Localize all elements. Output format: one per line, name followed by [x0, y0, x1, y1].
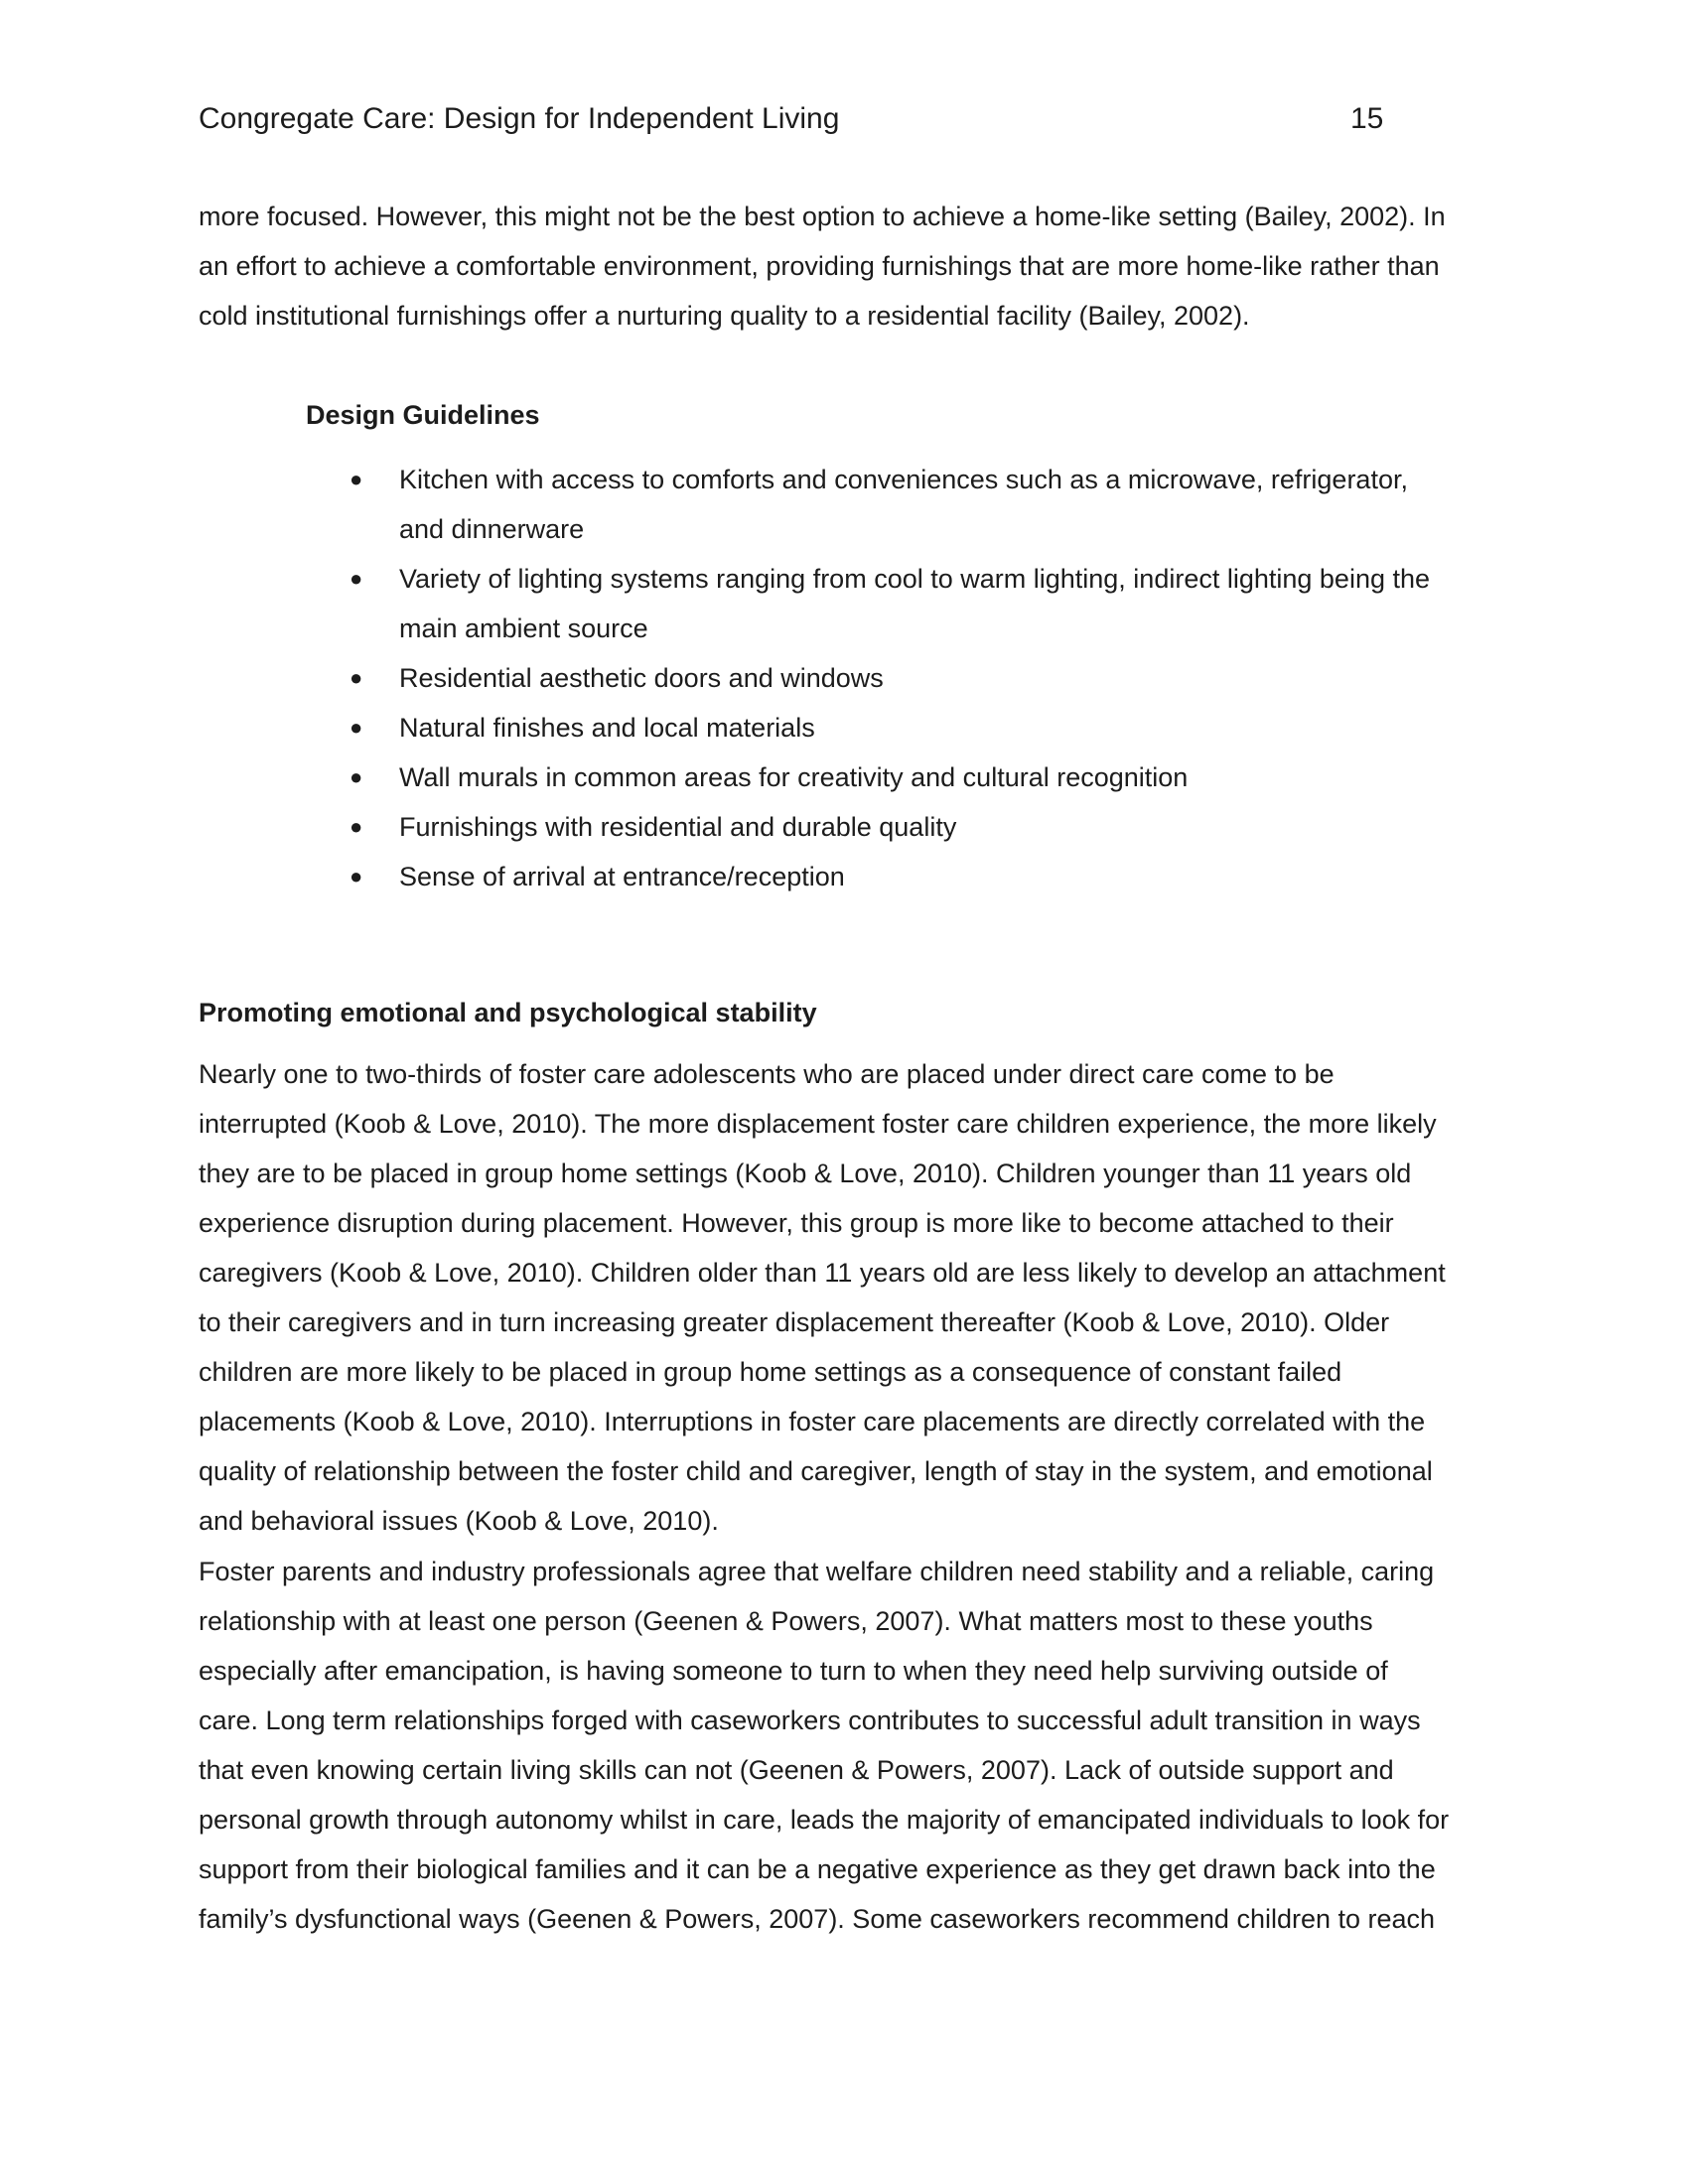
- paragraph-line: they are to be placed in group home settings (Koob & Love, 2010). Children younger than 11 years old: [199, 1159, 1412, 1188]
- bullet-icon: ●: [350, 864, 363, 888]
- paragraph-line: especially after emancipation, is having someone to turn to when they need help surviving outside of: [199, 1656, 1388, 1686]
- stability-section-heading: Promoting emotional and psychological stability: [199, 998, 817, 1027]
- list-item-line: Residential aesthetic doors and windows: [399, 663, 884, 693]
- paragraph-line: children are more likely to be placed in group home settings as a consequence of constant failed: [199, 1357, 1342, 1387]
- paragraph-line: Foster parents and industry professionals agree that welfare children need stability and a reliable, caring: [199, 1557, 1435, 1586]
- paragraph-line: and behavioral issues (Koob & Love, 2010).: [199, 1506, 719, 1536]
- list-item-line: Natural finishes and local materials: [399, 713, 815, 743]
- list-item: [350, 554, 1491, 653]
- bullet-icon: ●: [350, 764, 363, 789]
- list-item-line: Sense of arrival at entrance/reception: [399, 862, 845, 891]
- list-item-line: Wall murals in common areas for creativity and cultural recognition: [399, 762, 1189, 792]
- bullet-icon: ●: [350, 665, 363, 690]
- paragraph-line: to their caregivers and in turn increasing greater displacement thereafter (Koob & Love, 2010). Older: [199, 1307, 1390, 1337]
- list-item: [350, 455, 1491, 554]
- design-guidelines-list: [350, 455, 1491, 901]
- list-item-line: Furnishings with residential and durable quality: [399, 812, 957, 842]
- bullet-icon: ●: [350, 814, 363, 839]
- paragraph-line: interrupted (Koob & Love, 2010). The more displacement foster care children experience, the more likely: [199, 1109, 1437, 1139]
- list-item: [350, 752, 1491, 802]
- list-item: [350, 653, 1491, 703]
- stability-paragraph-2: [199, 1547, 1489, 1944]
- running-head: [199, 99, 1384, 139]
- list-item-line: Kitchen with access to comforts and conveniences such as a microwave, refrigerator,: [399, 465, 1408, 494]
- list-item-line: main ambient source: [399, 614, 648, 643]
- paragraph-line: more focused. However, this might not be the best option to achieve a home-like setting (Bailey, 2002). In: [199, 202, 1446, 231]
- paragraph-line: quality of relationship between the foster child and caregiver, length of stay in the system, and emotional: [199, 1456, 1433, 1486]
- paragraph-line: care. Long term relationships forged with caseworkers contributes to successful adult transition in ways: [199, 1706, 1421, 1735]
- paragraph-line: relationship with at least one person (Geenen & Powers, 2007). What matters most to these youths: [199, 1606, 1373, 1636]
- bullet-icon: ●: [350, 715, 363, 740]
- paragraph-line: support from their biological families and it can be a negative experience as they get drawn back into the: [199, 1854, 1436, 1884]
- paragraph-line: Nearly one to two-thirds of foster care adolescents who are placed under direct care come to be: [199, 1059, 1335, 1089]
- stability-paragraph-1: [199, 1049, 1489, 1546]
- paragraph-line: an effort to achieve a comfortable environment, providing furnishings that are more home-like rather than: [199, 251, 1440, 281]
- design-guidelines-heading: Design Guidelines: [306, 400, 540, 430]
- list-item: [350, 852, 1491, 901]
- bullet-icon: ●: [350, 566, 363, 591]
- paragraph-line: personal growth through autonomy whilst in care, leads the majority of emancipated individuals to look for: [199, 1805, 1450, 1835]
- paragraph-line: that even knowing certain living skills can not (Geenen & Powers, 2007). Lack of outside support and: [199, 1755, 1394, 1785]
- page-number: 15: [1350, 102, 1384, 135]
- paragraph-line: caregivers (Koob & Love, 2010). Children older than 11 years old are less likely to develop an attachment: [199, 1258, 1446, 1288]
- list-item: [350, 802, 1491, 852]
- intro-paragraph: [199, 192, 1489, 341]
- paragraph-line: placements (Koob & Love, 2010). Interruptions in foster care placements are directly correlated with the: [199, 1407, 1426, 1436]
- running-head-title: Congregate Care: Design for Independent Living: [199, 102, 840, 135]
- list-item-line: and dinnerware: [399, 514, 585, 544]
- bullet-icon: ●: [350, 467, 363, 491]
- paragraph-line: cold institutional furnishings offer a nurturing quality to a residential facility (Bailey, 2002).: [199, 301, 1250, 331]
- paragraph-line: experience disruption during placement. However, this group is more like to become attached to their: [199, 1208, 1394, 1238]
- list-item: [350, 703, 1491, 752]
- list-item-line: Variety of lighting systems ranging from cool to warm lighting, indirect lighting being the: [399, 564, 1431, 594]
- paragraph-line: family’s dysfunctional ways (Geenen & Powers, 2007). Some caseworkers recommend children to reach: [199, 1904, 1436, 1934]
